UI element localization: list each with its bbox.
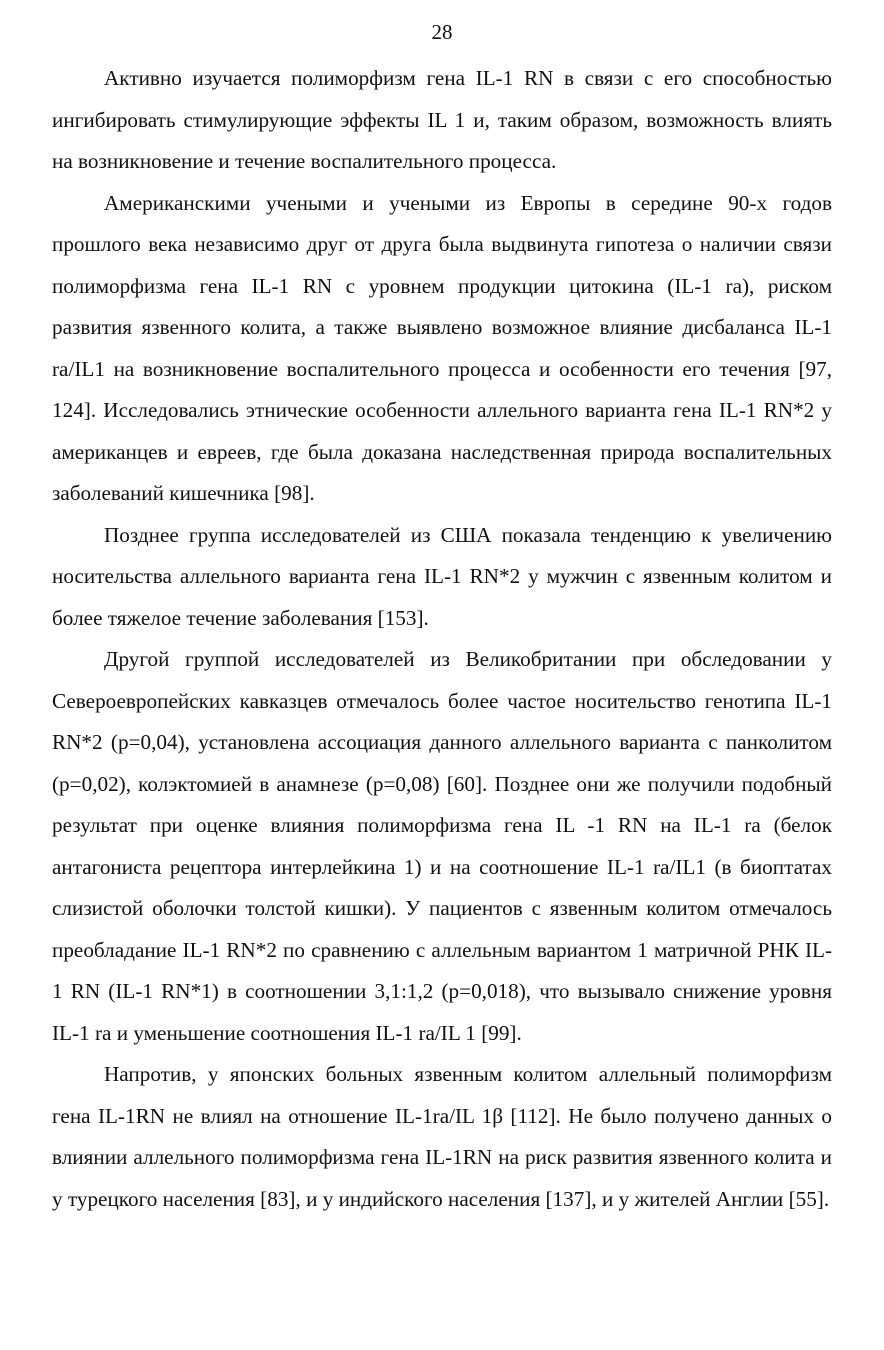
paragraph: Активно изучается полиморфизм гена IL-1 RN в связи с его способностью ингибировать стимулирующие эффекты IL 1 и, таким образом, возможность влиять на возникновение и течение воспалительного процесса. [52,66,832,173]
page-number: 28 [431,20,453,44]
body-text [52,58,832,1220]
paragraph: Напротив, у японских больных язвенным колитом аллельный полиморфизм гена IL-1RN не влиял на отношение IL-1ra/IL 1β [112]. Не было получено данных о влиянии аллельного полиморфизма гена IL-1RN на риск развития язвенного колита и у турецкого населения [83], и у индийского населения [137], и у жителей Англии [55]. [52,1062,832,1211]
paragraph: Американскими учеными и учеными из Европы в середине 90-х годов прошлого века независимо друг от друга была выдвинута гипотеза о наличии связи полиморфизма гена IL-1 RN с уровнем продукции цитокина (IL-1 ra), риском развития язвенного колита, а также выявлено возможное влияние дисбаланса IL-1 ra/IL1 на возникновение воспалительного процесса и особенности его течения [97, 124]. Исследовались этнические особенности аллельного варианта гена IL-1 RN*2 у американцев и евреев, где была доказана наследственная природа воспалительных заболеваний кишечника [98]. [52,190,832,505]
paragraph: Позднее группа исследователей из США показала тенденцию к увеличению носительства аллельного варианта гена IL-1 RN*2 у мужчин с язвенным колитом и более тяжелое течение заболевания [153]. [52,522,832,630]
paragraph: Другой группой исследователей из Великобритании при обследовании у Североевропейских кавказцев отмечалось более частое носительство генотипа IL-1 RN*2 (p=0,04), установлена ассоциация данного аллельного варианта с панколитом (p=0,02), колэктомией в анамнезе (p=0,08) [60]. Позднее они же получили подобный результат при оценке влияния полиморфизма гена IL -1 RN на IL-1 ra (белок антагониста рецептора интерлейкина 1) и на соотношение IL-1 ra/IL1 (в биоптатах слизистой оболочки толстой кишки). У пациентов с язвенным колитом отмечалось преобладание IL-1 RN*2 по сравнению с аллельным вариантом 1 матричной РНК IL-1 RN (IL-1 RN*1) в соотношении 3,1:1,2 (p=0,018), что вызывало снижение уровня IL-1 ra и уменьшение соотношения IL-1 ra/IL 1 [99]. [52,647,832,1045]
